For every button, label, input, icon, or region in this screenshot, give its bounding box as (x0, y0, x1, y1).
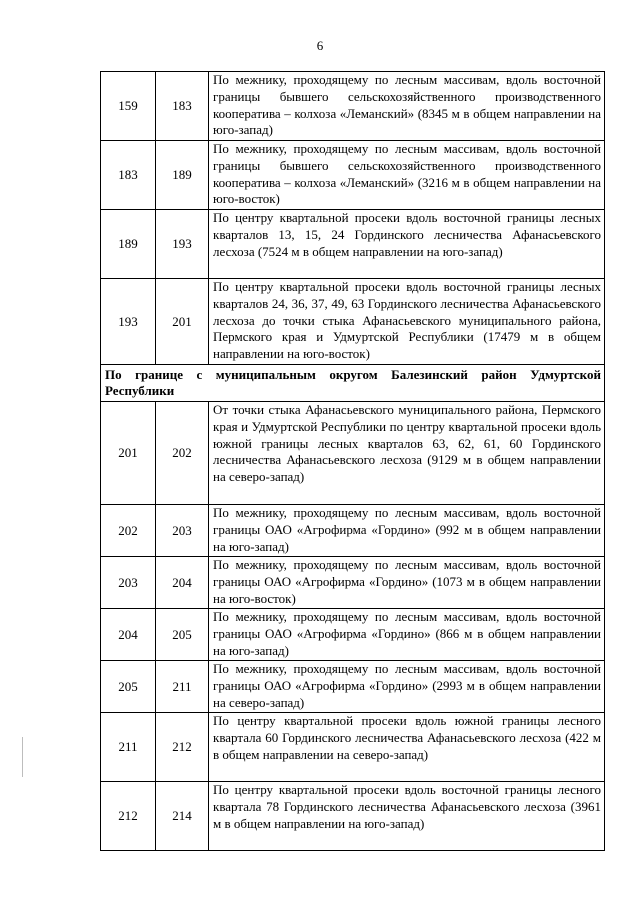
description-cell: По центру квартальной просеки вдоль восточной границы лесного квартала 78 Гординского лесничества Афанасьевского лесхоза (3961 м в общем направлении на юго-запад) (209, 782, 605, 851)
to-point-cell: 203 (156, 505, 209, 557)
description-cell: По межнику, проходящему по лесным массивам, вдоль восточной границы бывшего сельскохозяйственного производственного кооператива – колхоза «Леманский» (3216 м в общем направлении на юго-восток) (209, 141, 605, 210)
boundary-table (100, 71, 605, 851)
description-cell: По межнику, проходящему по лесным массивам, вдоль восточной границы ОАО «Агрофирма «Гордино» (866 м в общем направлении на юго-запад) (209, 609, 605, 661)
table-row (101, 141, 605, 210)
to-point-cell: 183 (156, 72, 209, 141)
from-point-cell: 183 (101, 141, 156, 210)
to-point-cell: 211 (156, 661, 209, 713)
table-row (101, 505, 605, 557)
to-point-cell: 212 (156, 713, 209, 782)
page-number: 6 (316, 38, 324, 53)
from-point-cell: 201 (101, 402, 156, 505)
to-point-cell: 193 (156, 210, 209, 279)
table-row (101, 210, 605, 279)
to-point-cell: 201 (156, 279, 209, 365)
from-point-cell: 159 (101, 72, 156, 141)
from-point-cell: 193 (101, 279, 156, 365)
to-point-cell: 189 (156, 141, 209, 210)
to-point-cell: 202 (156, 402, 209, 505)
from-point-cell: 202 (101, 505, 156, 557)
table-row (101, 661, 605, 713)
from-point-cell: 205 (101, 661, 156, 713)
description-cell: По межнику, проходящему по лесным массивам, вдоль восточной границы ОАО «Агрофирма «Гордино» (1073 м в общем направлении на юго-восток) (209, 557, 605, 609)
table-row (101, 557, 605, 609)
description-cell: По межнику, проходящему по лесным массивам, вдоль восточной границы бывшего сельскохозяйственного производственного кооператива – колхоза «Леманский» (8345 м в общем направлении на юго-запад) (209, 72, 605, 141)
to-point-cell: 204 (156, 557, 209, 609)
table-row (101, 279, 605, 365)
description-cell: По центру квартальной просеки вдоль восточной границы лесных кварталов 24, 36, 37, 49, 63 Гординского лесничества Афанасьевского лесхоза до точки стыка Афанасьевского муниципального района, Пермского края и Удмуртской Республики (17479 м в общем направлении на юго-восток) (209, 279, 605, 365)
scan-margin-line (22, 737, 23, 777)
description-cell: По центру квартальной просеки вдоль южной границы лесного квартала 60 Гординского лесничества Афанасьевского лесхоза (422 м в общем направлении на северо-запад) (209, 713, 605, 782)
to-point-cell: 214 (156, 782, 209, 851)
description-cell: По межнику, проходящему по лесным массивам, вдоль восточной границы ОАО «Агрофирма «Гордино» (2993 м в общем направлении на северо-запад) (209, 661, 605, 713)
from-point-cell: 189 (101, 210, 156, 279)
section-header-row (101, 365, 605, 402)
table-row (101, 609, 605, 661)
from-point-cell: 204 (101, 609, 156, 661)
section-title: По границе с муниципальным округом Балезинский район Удмуртской Республики (101, 365, 605, 402)
table-row (101, 782, 605, 851)
table-row (101, 713, 605, 782)
to-point-cell: 205 (156, 609, 209, 661)
table-row (101, 402, 605, 505)
table-row (101, 72, 605, 141)
description-cell: По центру квартальной просеки вдоль восточной границы лесных кварталов 13, 15, 24 Гординского лесничества Афанасьевского лесхоза (7524 м в общем направлении на юго-запад) (209, 210, 605, 279)
description-cell: От точки стыка Афанасьевского муниципального района, Пермского края и Удмуртской Республики по центру квартальной просеки вдоль южной границы лесных кварталов 63, 62, 61, 60 Гординского лесничества Афанасьевского лесхоза (9129 м в общем направлении на северо-запад) (209, 402, 605, 505)
from-point-cell: 211 (101, 713, 156, 782)
from-point-cell: 203 (101, 557, 156, 609)
description-cell: По межнику, проходящему по лесным массивам, вдоль восточной границы ОАО «Агрофирма «Гордино» (992 м в общем направлении на юго-запад) (209, 505, 605, 557)
from-point-cell: 212 (101, 782, 156, 851)
